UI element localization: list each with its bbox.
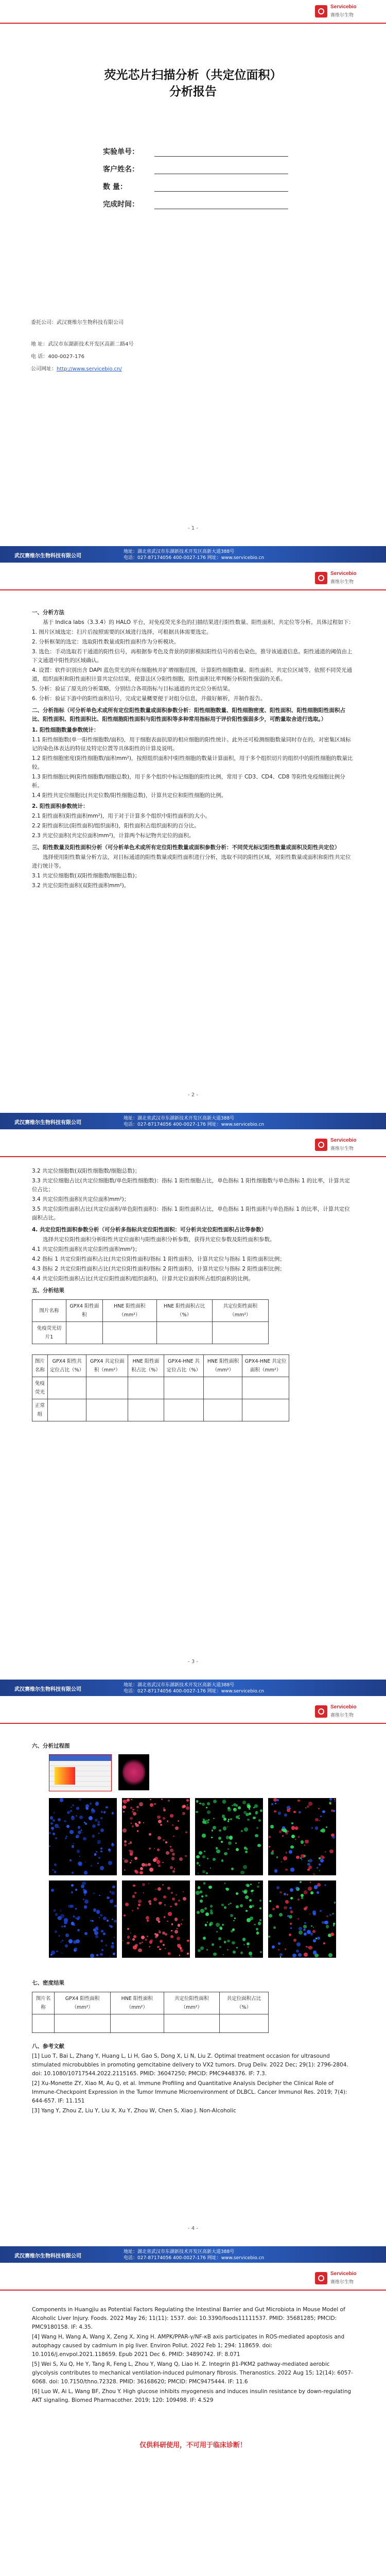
section-heading: 六、分析过程图 [32,1743,70,1749]
section-heading: 五、分析结果 [32,1287,64,1294]
field-order-no: 实验单号： [103,139,288,157]
reference-item: [1] Luo T, Bai L, Zhang Y, Huang L, Li H, Gao S, Dong X, Li N, Liu Z. Optimal treatment occasion for ultrasound stimulated microbubbles in promoting gemcitabine delivery to VX2 tumors. Drug Deliv. 2022 Dec; 29(1): 2796-2804. doi: 10.1080/10717544.2022.2115165. PMID: 36047250; PMCID: PMC9448376. IF: 7.3. [32,2053,348,2077]
section-heading: 4. 共定位阳性面积参数分析（可分析多指标共定位阳性面积：可分析共定位阳性面积占比等参数） [32,1227,267,1233]
logo-text-en: Servicebio [330,4,357,10]
table-row: 免疫荧光切片1 [32,1322,269,1344]
results-table-1 [32,1299,269,1344]
density-section [32,1976,354,2116]
methods-section: 一、分析方法 基于 Indica labs（3.3.4）的 HALO 平台，对免疫荧光多色的扫描结果进行阳性数量、阳性面积、共定位等分析。具体过程如下： 1. 图片区域选定：扫片后按照需要的区域进行选择，可根据具体需要选定。 2. 分析框架的选定：选取阳性数量或阳性面积作为分析模块。 3. 选色：手动选取若干通道的阳性信号，再根据参考色及背景的阴影模拟阳性信号的着色染色，推导该通道信息。阳性通道的阈值由上下文通道中阳性的区域确认。 4. 设置：软件识别出含 DAPI 蓝色荧光的所有细胞核并扩增细胞范围，计算阳性细胞数量、阳性面积、共定位区域等，依照不同荧光通道，组织面积和阳性面积计算共定位结果，使算法区分阳性细胞，阳性面积比率判断分析阳性强弱的关系。 5. 分析：验证了原先的分析策略，分别结合各项指标与目标通道的共定位分析结果。 6. 分析：验证下游中的阳性面积信号，完成定量概要便于对组分信息，并做好解析，并制作报告。 二、分析指标（可分析单色术或所有定位阳性数量或面积参数分析：阳性细胞数量、阳性细胞密度、阳性面积、阳性细胞阳性面积占比、阳性面积、阳性面积比、阳性细胞阳性面积与阳性面积等多种常用指标用于评价阳性强弱多少，可酌量取舍进行选取。） 1. 阳性细胞数量参数统计： 1.1 阳性细胞数(单一阳性细胞数/面积)，用于细胞表面抗原的相应细胞的阳性统计。此外还可检测细胞数量同时存在的，对密集区域标记的染色体表达的特征及特定位置等具体阳性的计算及说明。 1.2 阳性细胞密度(阳性细胞数/面积mm²)，按照组织面积中阳性细胞的数量计算面积，用于多个组织切片的组织中的阳性细胞的数量比较。 1.3 阳性细胞比例(阳性细胞数/细胞总数)，用于多个组织中标记细胞的阳性比例，常用于 CD3、CD4、CD8 等阳性免疫细胞比例分析。 1.4 阳性共定位细胞比(共定位数/阳性细胞总数)，计算共定位和阳性细胞的比例。 2. 阳性面积参数统计： 2.1 阳性面积(阳性面积mm²)，用于对于计算多个组织中阳性面积的大小。 2.2 阳性面积比(阳性面积/组织面积)，阳性面积占组织面积的百分比。 2.3 共定位面积(共定位面积mm²)，计算两个标记物共定位的面积。 三、阳性数量及阳性面积分析（可分析单色术或所有定位阳性数量或面积参数分析：不同荧光标记阳性数量或面积及阳性共定位） 选择使用阳性数量分析方法，对目标通道的阳性数量或阳性面积进行分析，选取不同的阳性区域，对阳性数量或面积和阳性共定位进行统计等。 3.1 共定位细胞数(双阳性细胞数/细胞总数)； 3.2 共定位阳性面积(双阳性面积mm²)。 [32,609,354,889]
logo-icon [315,2272,327,2284]
results-section: 3.2 共定位细胞数(双阳性细胞数/细胞总数)； 3.3 共定位细胞占比(共定位细胞数/单色阳性细胞数)：指标 1 阳性细胞占比，单色指标 1 阳性细胞数与单色指标 1 的比率，计算共定位占比； 3.4 共定位阳性面积(共定位面积mm²)； 3.5 共定位阳性面积占比(共定位面积/单色阳性面积)：指标 1 阳性面积占比，单色指标 1 阳性面积与单色指标 1 的比率，计算共定位面积占比。 4. 共定位阳性面积参数分析（可分析多指标共定位阳性面积：可分析共定位阳性面积占比等参数） 选择共定位阳性面积分析阳性共定位面积与阳性面积分析参数，获得共定位参数及阳性面积参数。 4.1 共定位阳性面积(共定位阳性面积mm²)； 4.2 指标 1 共定位阳性面积占比(共定位阳性面积/指标 1 阳性面积)，计算共定位与指标 1 阳性面积比例； 4.3 指标 2 共定位阳性面积占比(共定位阳性面积/指标 2 阳性面积)，计算共定位与指标 2 阳性面积比例； 4.4 共定位阳性面积占比(共定位阳性面积/组织面积)，计算共定位面积所占组织面积的比例。 五、分析结果 图片名称 GPX4 阳性面积 HNE 阳性面积（mm²） HNE 阳性面积占比（%） 共定位阳性面积（mm²） 免疫荧光切片1 图片名称 GPX4 阳性共定位占比（%） GPX4 共定位面积（mm²） HNE 阳性面积占比（%） GPX4-HNE 共定位占比（%） HNE 阳性面积（mm²） GPX4-HNE 共定位面积（mm²） 免疫荧光 正常组 [32,1167,354,1421]
reference-item: [5] Wei S, Xu Q, He Y, Tang R, Feng L, Zhou Y, Wang Q, Liao H. Z. Integrin β1-PKM2 pathway-mediated aerobic glycolysis contributes to mechanical ventilation-induced pulmonary fibrosis. Theranostics. 2022 Aug 15; 12(14): 6057-6068. doi: 10.7150/thno.72328. PMID: 36168620; PMCID: PMC9475444. IF: 11.6 [32,2361,353,2385]
logo-text-cn: 赛维尔生物 [330,13,354,18]
micrograph-panel [195,1798,263,1875]
section-heading: 二、分析指标（可分析单色术或所有定位阳性数量或面积参数分析：阳性细胞数量、阳性细胞密度、阳性面积、阳性细胞阳性面积占比、阳性面积、阳性面积比、阳性细胞阳性面积与阳性面积等多种常用指标用于评价阳性强弱多少，可酌量取舍进行选取。） [32,707,345,722]
table-header-row: 图片名称 GPX4 阳性面积（mm²） HNE 阳性面积（mm²） 共定位阳性面积（mm²） 共定位面积占比（%） [32,1992,269,2014]
table-header-row: 图片名称 GPX4 阳性共定位占比（%） GPX4 共定位面积（mm²） HNE 阳性面积占比（%） GPX4-HNE 共定位占比（%） HNE 阳性面积（mm²） GPX4-HNE 共定位面积（mm²） [32,1355,289,1377]
micrograph-panel [195,1880,263,1958]
page-footer: 武汉赛维尔生物科技有限公司 地址：湖北省武汉市东湖新技术开发区高新大道388号 电话：027-87174056 400-0027-176 网址：www.servicebio.cn [0,2246,386,2263]
micrograph-panel [49,1798,117,1875]
company-info [31,317,134,376]
fluorescence-image-grid [49,1798,337,1963]
micrograph-panel [49,1880,117,1958]
page-header [0,567,386,590]
thumbnail-panel [118,1754,149,1790]
brand-logo: Servicebio 赛维尔生物 [315,2271,372,2285]
table-row: 免疫荧光 [32,1377,289,1399]
micrograph-panel [268,1798,336,1875]
channel-grid [49,1754,112,1791]
references-continued [32,2306,354,2406]
report-title: 荧光芯片扫描分析（共定位面积） 分析报告 [104,69,282,98]
page-number: - 3 - [188,1659,198,1665]
page-header [0,2267,386,2291]
table-row: 正常组 [32,1399,289,1421]
reference-item: [6] Luo W, Ai L, Wang BF, Zhou Y. High glucose inhibits myogenesis and induces insulin resistance by down-regulating AKT signaling. Biomed Pharmacother. 2019; 120: 109498. IF: 4.529 [32,2388,352,2403]
section-heading: 一、分析方法 [32,609,64,616]
brand-logo: Servicebio 赛维尔生物 [315,1704,372,1719]
micrograph-panel [122,1798,190,1875]
phone-row: 电 话：400-0027-176 [31,354,85,360]
page-number: - 2 - [188,1092,198,1098]
disclaimer-note: 仅供科研使用，不可用于临床诊断！ [139,2442,247,2449]
page-header [0,1133,386,1157]
website-link[interactable]: http://www.servicebio.cn/ [57,366,122,372]
logo-icon [315,5,327,18]
micrograph-panel [122,1880,190,1958]
page-header [0,1700,386,1724]
reference-item: [3] Yang Y, Zhou Z, Liu Y, Liu X, Xu Y, Zhou W, Chen S, Xiao J. Non-Alcoholic [32,2108,236,2114]
page-number: - 4 - [188,2226,198,2231]
table-header-row: 图片名称 GPX4 阳性面积 HNE 阳性面积（mm²） HNE 阳性面积占比（%） 共定位阳性面积（mm²） [32,1300,269,1322]
section-heading: 七、密度结果 [32,1980,64,1986]
reference-item: [4] Wang H, Wang A, Wang X, Zeng X, Xing H. AMPK/PPAR-γ/NF-κB axis participates in ROS-mediated apoptosis and autophagy caused by cadmium in pig liver. Environ Pollut. 2022 Feb 1; 294: 118659. doi: 10.1016/j.envpol.2021.118659. Epub 2021 Dec 6. PMID: 34890742. IF: 8.071 [32,2334,345,2358]
reference-item: [2] Xu-Monette ZY, Xiao M, Au Q, et al. Immune Profiling and Quantitative Analysis Decipher the Clinical Role of Immune-Checkpoint Expression in the Tumor Immune Microenvironment of DLBCL. Cancer Immunol Res. 2019; 7(4): 644-657. IF: 11.151 [32,2080,347,2104]
brand-logo: Servicebio 赛维尔生物 [315,571,372,585]
logo-icon [315,1139,327,1151]
cover-fields [103,139,288,209]
page-number: - 1 - [188,526,198,531]
results-table-3 [32,1992,269,2033]
website-row: 公司网址：http://www.servicebio.cn/ [31,366,122,372]
company-row: 委托公司：武汉赛维尔生物科技有限公司 [31,320,124,326]
page-footer: 武汉赛维尔生物科技有限公司 地址：湖北省武汉市东湖新技术开发区高新大道388号 电话：027-87174056 400-0027-176 网址：www.servicebio.cn [0,546,386,563]
table-row [32,2014,269,2033]
page-header [0,0,386,24]
page-footer: 武汉赛维尔生物科技有限公司 地址：湖北省武汉市东湖新技术开发区高新大道388号 电话：027-87174056 400-0027-176 网址：www.servicebio.cn [0,1680,386,1696]
field-date: 完成时间： [103,192,288,209]
logo-icon [315,572,327,584]
section-heading: 三、阳性数量及阳性面积分析（可分析单色术或所有定位阳性数量或面积参数分析：不同荧光标记阳性数量或面积及阳性共定位） [32,844,340,851]
brand-logo [315,4,372,19]
micrograph-panel [268,1880,336,1958]
section-heading: 八、参考文献 [32,2043,64,2049]
address-row: 地 址：武汉市东湖新技术开发区高新二路4号 [31,342,134,347]
field-client: 客户姓名： [103,157,288,174]
field-quantity: 数 量： [103,174,288,192]
results-table-2 [32,1354,289,1421]
brand-logo: Servicebio 赛维尔生物 [315,1138,372,1152]
page-footer: 武汉赛维尔生物科技有限公司 地址：湖北省武汉市东湖新技术开发区高新大道388号 电话：027-87174056 400-0027-176 网址：www.servicebio.cn [0,1113,386,1129]
logo-icon [315,1705,327,1718]
reference-item: Components in Huangjiu as Potential Factors Regulating the Intestinal Barrier and Gut Microbiota in Mouse Model of Alcoholic Liver Injury. Foods. 2022 May 26; 11(11): 1537. doi: 10.3390/foods11111537. PMID: 35681285; PMCID: PMC9180158. IF: 4.35. [32,2307,345,2330]
process-heading [32,1739,354,1752]
